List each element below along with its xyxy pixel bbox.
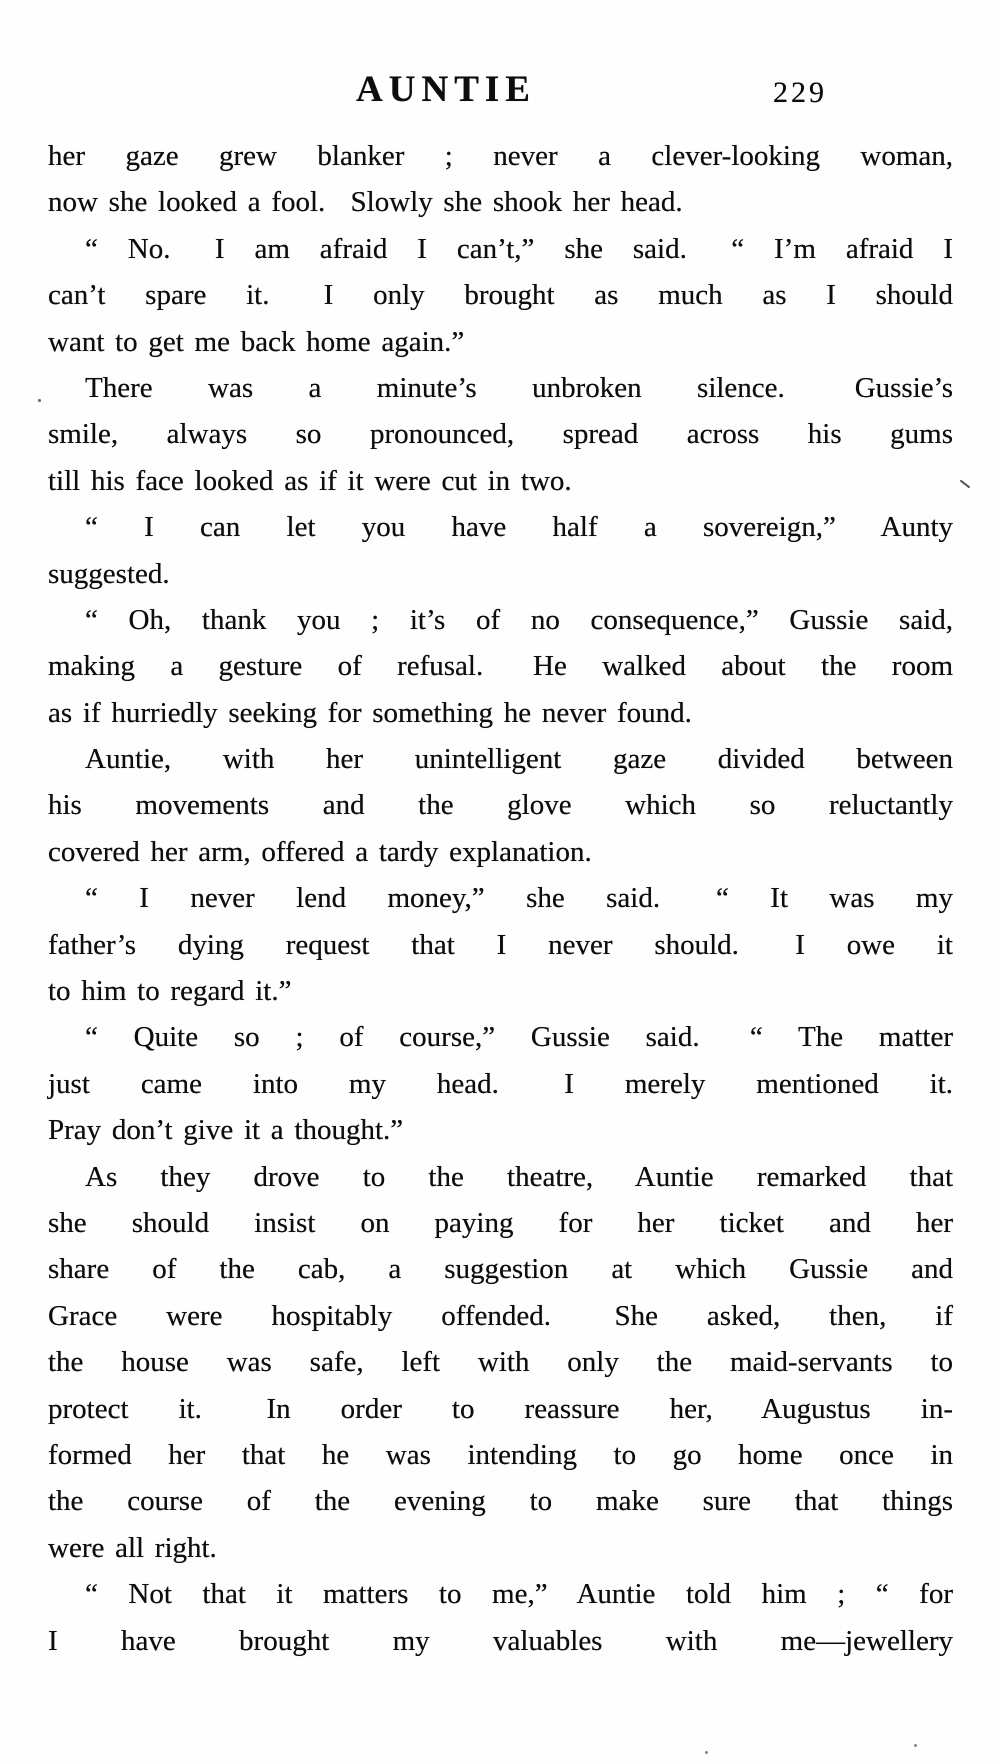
- text-line: “ Oh, thank you ; it’s of no consequence,” Gussie said,: [85, 603, 953, 636]
- text-line: “ I can let you have half a sovereign,” Aunty: [85, 511, 953, 544]
- text-line: father’s dying request that I never should. I owe it: [48, 928, 953, 961]
- text-line: the house was safe, left with only the maid-servants to: [48, 1346, 953, 1379]
- page-title: AUNTIE: [356, 69, 536, 110]
- scan-artifact: [914, 1744, 917, 1747]
- text-line: now she looked a fool. Slowly she shook her head.: [48, 186, 683, 219]
- text-line: can’t spare it. I only brought as much as I should: [48, 279, 953, 312]
- text-line: formed her that he was intending to go home once in: [48, 1438, 953, 1471]
- text-line: want to get me back home again.”: [48, 325, 465, 358]
- text-line: as if hurriedly seeking for something he never found.: [48, 696, 692, 729]
- text-line: the course of the evening to make sure that things: [48, 1485, 953, 1518]
- text-body: [48, 133, 953, 1664]
- page-number: 229: [773, 76, 827, 109]
- text-line: till his face looked as if it were cut in two.: [48, 464, 572, 497]
- text-line: I have brought my valuables with me—jewellery: [48, 1624, 953, 1657]
- page-header: [0, 0, 1000, 130]
- text-line: her gaze grew blanker ; never a clever-looking woman,: [48, 140, 953, 172]
- text-line: to him to regard it.”: [48, 975, 292, 1008]
- text-line: Auntie, with her unintelligent gaze divided between: [85, 743, 953, 776]
- text-line: making a gesture of refusal. He walked about the room: [48, 650, 953, 683]
- text-line: were all right.: [48, 1531, 217, 1564]
- text-line: his movements and the glove which so reluctantly: [48, 789, 953, 822]
- text-line: There was a minute’s unbroken silence. Gussie’s: [85, 371, 953, 404]
- text-line: Pray don’t give it a thought.”: [48, 1114, 404, 1147]
- text-line: just came into my head. I merely mentioned it.: [48, 1067, 953, 1100]
- text-line: “ No. I am afraid I can’t,” she said. “ I’m afraid I: [85, 232, 953, 265]
- text-line: share of the cab, a suggestion at which Gussie and: [48, 1253, 953, 1286]
- text-line: “ Quite so ; of course,” Gussie said. “ The matter: [85, 1021, 953, 1054]
- scan-artifact: [705, 1751, 708, 1754]
- text-line: suggested.: [48, 557, 170, 590]
- text-line: “ I never lend money,” she said. “ It was my: [85, 882, 953, 915]
- text-line: she should insist on paying for her ticket and her: [48, 1206, 953, 1239]
- text-line: covered her arm, offered a tardy explanation.: [48, 835, 592, 868]
- text-line: protect it. In order to reassure her, Augustus in-: [48, 1392, 953, 1425]
- text-line: As they drove to the theatre, Auntie remarked that: [85, 1160, 953, 1193]
- text-line: smile, always so pronounced, spread across his gums: [48, 418, 953, 451]
- text-line: “ Not that it matters to me,” Auntie told him ; “ for: [85, 1578, 953, 1611]
- scan-artifact: [960, 480, 971, 489]
- text-line: Grace were hospitably offended. She asked, then, if: [48, 1299, 953, 1332]
- scan-artifact: [38, 399, 41, 402]
